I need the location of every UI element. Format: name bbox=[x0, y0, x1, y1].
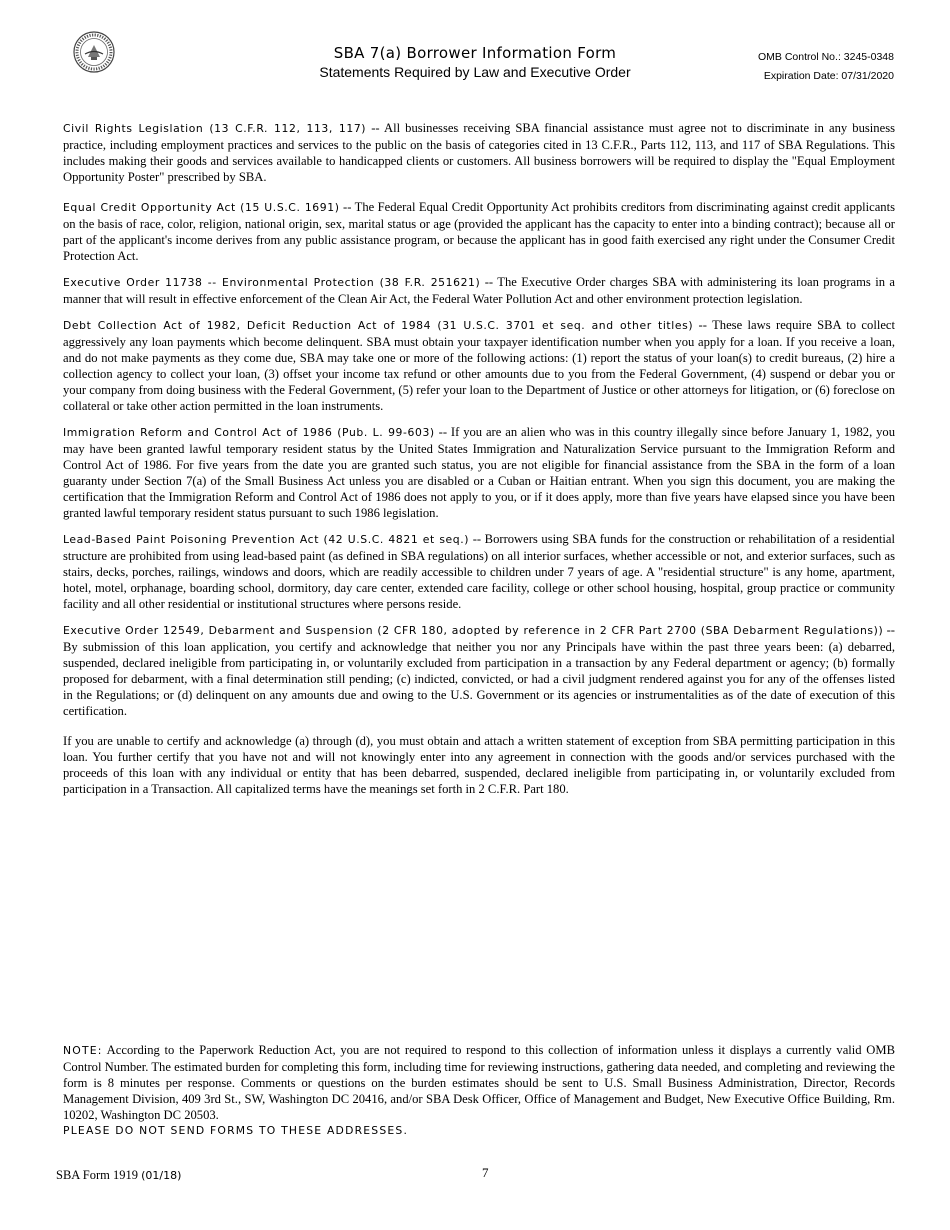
section-text: -- Borrowers using SBA funds for the construction or rehabilitation of a residential structure are prohibited from using lead-based paint (as defined in SBA regulations) on all interior surfaces, whether accessible or not, and exterior surfaces, such as stairs, decks, porches, railings, windows and doors, which are readily accessible to children under 7 years of age. A "residential structure" is any home, apartment, hotel, motel, orphanage, boarding school, dormitory, day care center, extended care facility, college or other school housing, hospital, group practice or community facility and all other residential or institutional structures where persons reside. bbox=[63, 532, 895, 611]
closing-paragraph: If you are unable to certify and acknowledge (a) through (d), you must obtain and attach a written statement of exception from SBA permitting participation in this loan. You further certify that you have not and will not knowingly enter into any agreement in connection with the goods and/or services purchased with the proceeds of this loan with any individual or entity that has been debarred, suspended, declared ineligible from participating in, or voluntarily excluded from participation in a Transaction. All capitalized terms have the meanings set forth in 2 C.F.R. Part 180. bbox=[63, 734, 895, 796]
section-heading: Immigration Reform and Control Act of 1986 (Pub. L. 99-603) bbox=[63, 426, 435, 439]
section-heading: Civil Rights Legislation (13 C.F.R. 112, 113, 117) bbox=[63, 122, 367, 135]
section-heading: Debt Collection Act of 1982, Deficit Reduction Act of 1984 (31 U.S.C. 3701 et seq. and other titles) bbox=[63, 319, 694, 332]
statements-body bbox=[63, 120, 895, 797]
section-text: -- The Federal Equal Credit Opportunity Act prohibits creditors from discriminating against credit applicants on the basis of race, color, religion, national origin, sex, marital status or age (provided the applicant has the capacity to enter into a binding contract); because all or part of the applicant's income derives from any public assistance program, or because the applicant has in good faith exercised any right under the Consumer Credit Protection Act. bbox=[63, 200, 895, 263]
section-heading: Executive Order 12549, Debarment and Suspension (2 CFR 180, adopted by reference in 2 CFR Part 2700 (SBA Debarment Regulations)) bbox=[63, 624, 884, 637]
note-warning: PLEASE DO NOT SEND FORMS TO THESE ADDRESSES. bbox=[63, 1124, 409, 1137]
expiration-date: Expiration Date: 07/31/2020 bbox=[763, 70, 894, 82]
form-header bbox=[280, 44, 670, 82]
section-immigration bbox=[63, 424, 895, 521]
section-text: -- These laws require SBA to collect aggressively any loan payments which become delinquent. SBA must obtain your taxpayer identification number when you apply for a loan. If you receive a loan, and do not make payments as they come due, SBA may take one or more of the following actions: (1) report the status of your loan(s) to credit bureaus, (2) hire a collection agency to collect your loan, (3) offset your income tax refund or other amounts due to you from the Federal Government, (4) suspend or debar you or your company from doing business with the Federal Government, (5) refer your loan to the Department of Justice or other attorneys for litigation, or (6) foreclose on collateral or take other action permitted in the loan instruments. bbox=[63, 318, 895, 413]
section-heading: Equal Credit Opportunity Act (15 U.S.C. 1691) bbox=[63, 201, 340, 214]
section-debarment bbox=[63, 622, 895, 719]
section-text: -- If you are an alien who was in this country illegally since before January 1, 1982, you may have been granted lawful temporary resident status by the United States Immigration and Naturalization Service pursuant to the Immigration Reform and Control Act of 1986. For five years from the date you are granted such status, you are not eligible for financial assistance from the SBA in the form of a loan guaranty under Section 7(a) of the Small Business Act unless you are disabled or a Cuban or Haitian entrant. When you sign this document, you are making the certification that the Immigration Reform and Control Act of 1986 does not apply to you, or if it does apply, more than five years have elapsed since you have been granted lawful temporary resident status pursuant to such 1986 legislation. bbox=[63, 425, 896, 520]
section-equal-credit bbox=[63, 199, 895, 264]
sba-seal-icon bbox=[72, 30, 116, 74]
note-paragraph bbox=[63, 1042, 895, 1123]
paperwork-note bbox=[63, 1042, 895, 1139]
section-heading: Lead-Based Paint Poisoning Prevention Act (42 U.S.C. 4821 et seq.) bbox=[63, 533, 470, 546]
form-name: SBA Form 1919 bbox=[56, 1168, 142, 1182]
form-subtitle: Statements Required by Law and Executive Order bbox=[319, 64, 631, 80]
section-environmental bbox=[63, 274, 895, 307]
note-text: According to the Paperwork Reduction Act, you are not required to respond to this collection of information unless it displays a currently valid OMB Control Number. The estimated burden for completing this form, including time for reviewing instructions, gathering data needed, and completing and reviewing the form is 8 minutes per response. Comments or questions on the burden estimates should be sent to U.S. Small Business Administration, Director, Records Management Division, 409 3rd St., SW, Washington DC 20416, and/or SBA Desk Officer, Office of Management and Budget, New Executive Office Building, Rm. 10202, Washington DC 20503. bbox=[63, 1043, 895, 1122]
section-text: -- The Executive Order charges SBA with administering its loan programs in a manner that will result in effective enforcement of the Clean Air Act, the Federal Water Pollution Act and other environment protection legislation. bbox=[63, 275, 895, 306]
section-lead-paint bbox=[63, 531, 895, 612]
omb-control-number: OMB Control No.: 3245-0348 bbox=[758, 51, 894, 63]
section-text: -- All businesses receiving SBA financial assistance must agree not to discriminate in any business practice, including employment practices and services to the public on the basis of categories cited in 13 C.F.R., Parts 112, 113, and 117 of SBA Regulations. This includes making their goods and services available to handicapped clients or customers. All business borrowers will be required to display the "Equal Employment Opportunity Poster" prescribed by SBA. bbox=[63, 121, 895, 184]
note-label: NOTE: bbox=[63, 1044, 103, 1057]
section-debt-collection bbox=[63, 317, 895, 414]
form-footer bbox=[56, 1168, 181, 1183]
section-text: -- By submission of this loan application, you certify and acknowledge that neither you nor any Principals have within the past three years been: (a) debarred, suspended, declared ineligible from participating in, or voluntarily excluded from participation in a transaction by any Federal department or agency; (b) formally proposed for debarment, with a final determination still pending; (c) indicted, convicted, or had a civil judgment rendered against you for any of the offenses listed in the Regulations; or (d) delinquent on any amounts due and owing to the U.S. Government or its agencies or instrumentalities as of the date of execution of this certification. bbox=[63, 623, 895, 718]
section-civil-rights bbox=[63, 120, 895, 185]
form-title: SBA 7(a) Borrower Information Form bbox=[333, 44, 617, 62]
form-version: (01/18) bbox=[141, 1169, 182, 1182]
page-number: 7 bbox=[482, 1165, 489, 1180]
section-heading: Executive Order 11738 -- Environmental Protection (38 F.R. 251621) bbox=[63, 276, 481, 289]
omb-info bbox=[758, 48, 894, 86]
